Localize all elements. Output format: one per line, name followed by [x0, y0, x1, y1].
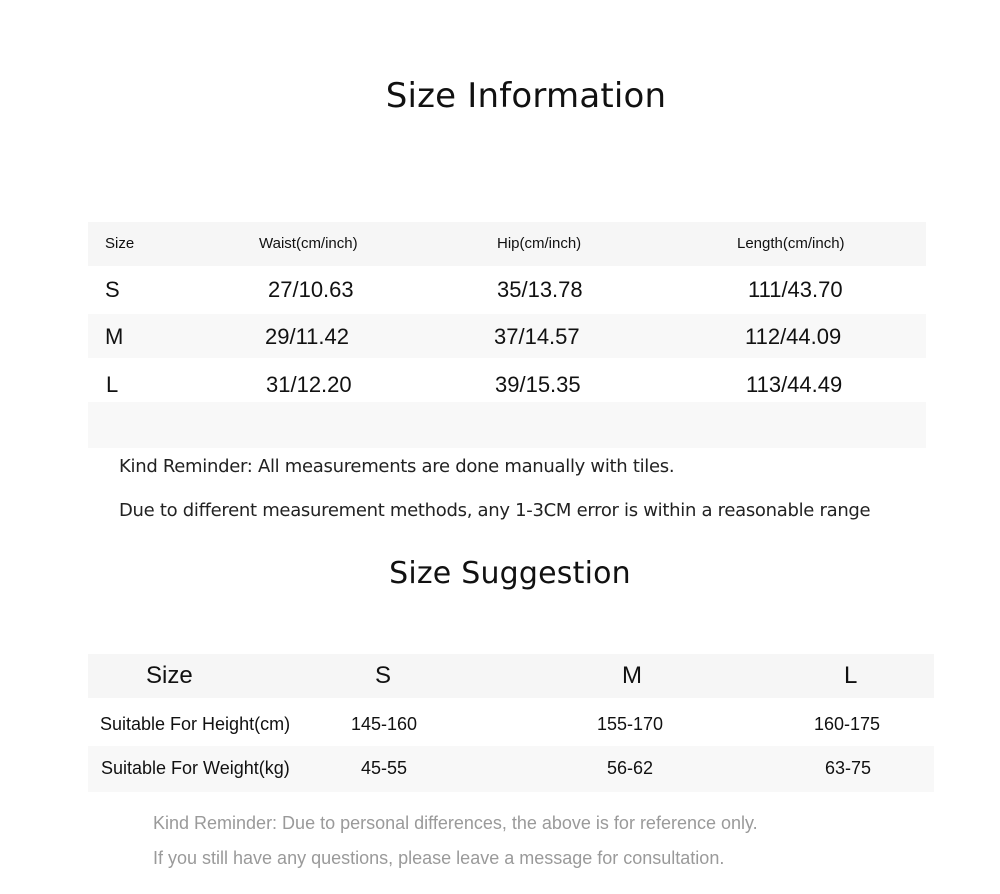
suggestion-header-size: Size — [146, 662, 193, 689]
table-cell-hip: 37/14.57 — [494, 324, 580, 349]
table-cell-length: 113/44.49 — [746, 372, 843, 397]
table-header-length: Length(cm/inch) — [737, 235, 845, 252]
table-cell-waist: 29/11.42 — [265, 324, 350, 349]
measurement-reminder: Kind Reminder: All measurements are done manually with tiles. — [119, 456, 675, 477]
suggestion-table-header-band — [88, 654, 934, 698]
suggestion-row-label: Suitable For Weight(kg) — [101, 758, 290, 778]
table-cell-waist: 31/12.20 — [266, 372, 352, 397]
table-cell-hip: 39/15.35 — [495, 372, 581, 397]
suggestion-cell-m: 56-62 — [607, 758, 654, 778]
table-cell-size: S — [105, 277, 120, 302]
suggestion-cell-l: 63-75 — [825, 758, 872, 778]
table-header-hip: Hip(cm/inch) — [497, 235, 582, 252]
suggestion-cell-s: 45-55 — [361, 758, 408, 778]
table-header-size: Size — [105, 235, 135, 252]
table-cell-hip: 35/13.78 — [497, 277, 583, 302]
size-suggestion-title: Size Suggestion — [389, 556, 631, 591]
table-cell-size: M — [105, 324, 124, 349]
size-information-title: Size Information — [385, 76, 667, 116]
suggestion-cell-l: 160-175 — [814, 714, 881, 734]
table-cell-waist: 27/10.63 — [268, 277, 354, 302]
table-cell-length: 111/43.70 — [748, 277, 843, 302]
table-cell-size: L — [106, 372, 119, 397]
suggestion-header-l: L — [844, 662, 858, 689]
reference-reminder: Kind Reminder: Due to personal differences, the above is for reference only. — [153, 813, 758, 833]
size-table-footer-band — [88, 402, 926, 448]
measurement-error-note: Due to different measurement methods, any 1-3CM error is within a reasonable range — [119, 500, 871, 521]
table-header-waist: Waist(cm/inch) — [259, 235, 358, 252]
suggestion-cell-s: 145-160 — [351, 714, 418, 734]
consultation-note: If you still have any questions, please leave a message for consultation. — [153, 848, 725, 868]
suggestion-cell-m: 155-170 — [597, 714, 664, 734]
table-cell-length: 112/44.09 — [745, 324, 842, 349]
suggestion-row-label: Suitable For Height(cm) — [100, 714, 291, 734]
suggestion-header-s: S — [375, 662, 392, 689]
suggestion-header-m: M — [622, 662, 642, 689]
